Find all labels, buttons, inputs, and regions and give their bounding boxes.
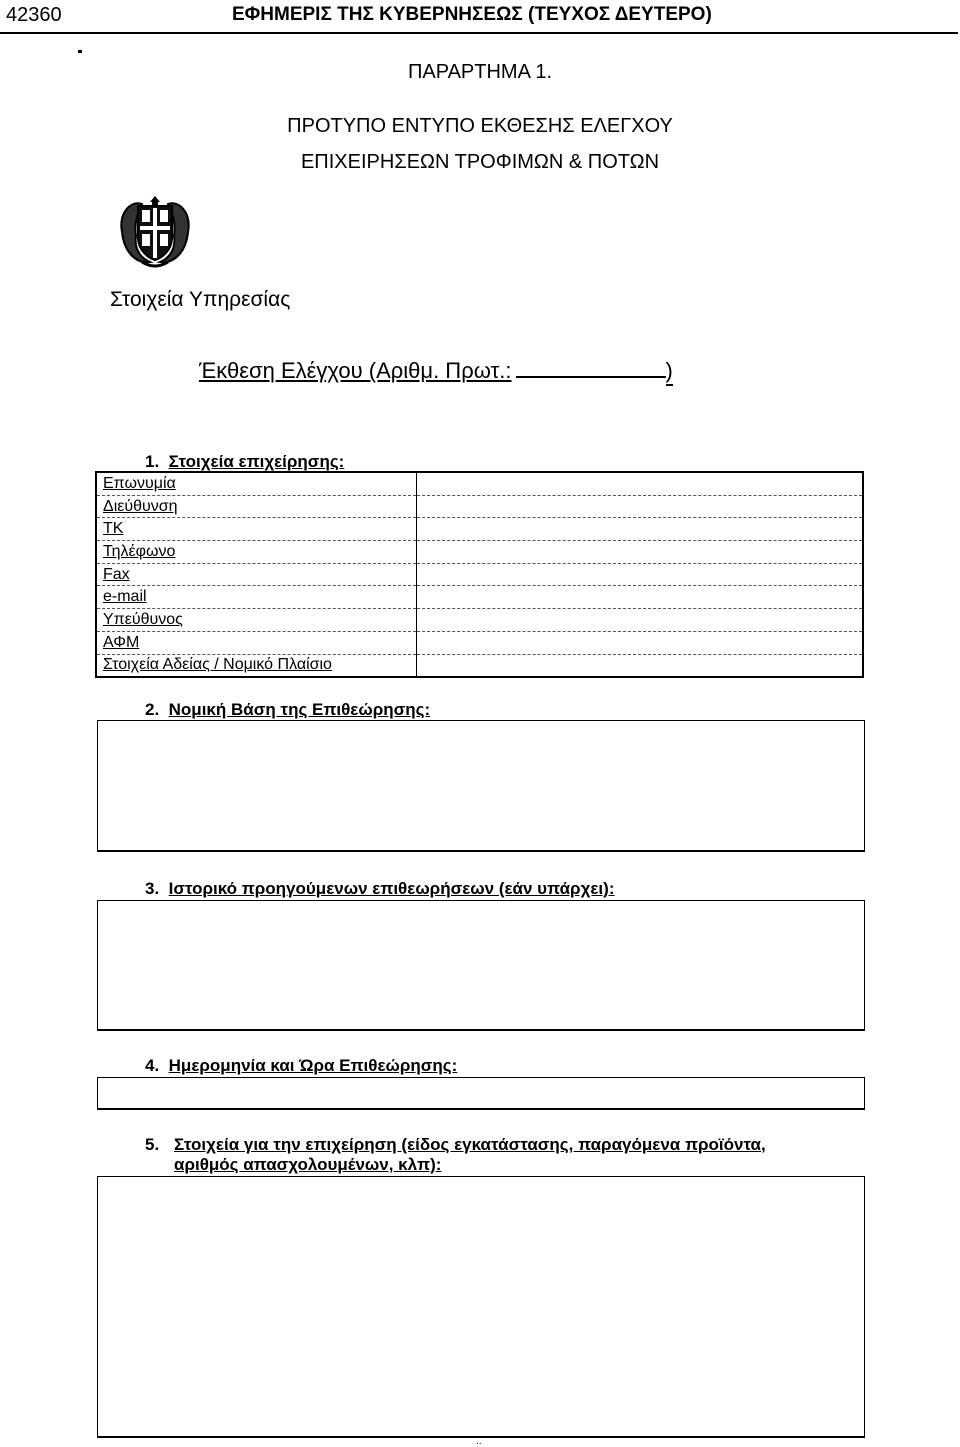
section-5-title-line2: αριθμός απασχολουμένων, κλπ): — [174, 1155, 442, 1174]
table-row — [96, 541, 863, 564]
table-row — [96, 631, 863, 654]
annex-title: ΠΑΡΑΡΤΗΜΑ 1. — [407, 61, 553, 83]
table-row — [96, 654, 863, 677]
section-1-title: Στοιχεία επιχείρησης: — [168, 452, 345, 471]
field-value[interactable] — [417, 631, 864, 654]
field-value[interactable] — [417, 586, 864, 609]
section-5-heading — [145, 1135, 865, 1175]
section-5-title-line1: Στοιχεία για την επιχείρηση (είδος εγκατάστασης, παραγόμενα προϊόντα, — [174, 1135, 766, 1154]
report-number-line — [199, 358, 673, 386]
business-info-field[interactable] — [97, 1176, 865, 1438]
coat-of-arms-icon — [112, 192, 198, 275]
table-row — [96, 495, 863, 518]
section-3-number: 3. — [145, 879, 160, 898]
field-label: Υπεύθυνος — [96, 609, 417, 632]
inspection-history-field[interactable] — [97, 900, 865, 1031]
field-label: ΤΚ — [96, 518, 417, 541]
service-details-label: Στοιχεία Υπηρεσίας — [110, 288, 291, 311]
field-label: e-mail — [96, 586, 417, 609]
field-label: ΑΦΜ — [96, 631, 417, 654]
field-label: Στοιχεία Αδείας / Νομικό Πλαίσιο — [96, 654, 417, 677]
business-details-table — [95, 471, 864, 678]
field-label: Τηλέφωνο — [96, 541, 417, 564]
page-number: 42360 — [6, 4, 62, 26]
footer-mark: .. — [476, 1436, 482, 1447]
section-2-title: Νομική Βάση της Επιθεώρησης: — [168, 700, 431, 719]
table-row — [96, 518, 863, 541]
table-row — [96, 586, 863, 609]
field-value[interactable] — [417, 609, 864, 632]
section-1-number: 1. — [145, 452, 160, 471]
section-4-number: 4. — [145, 1056, 160, 1075]
section-4-heading — [145, 1056, 457, 1076]
section-3-heading — [145, 879, 614, 899]
gazette-title: ΕΦΗΜΕΡΙΣ ΤΗΣ ΚΥΒΕΡΝΗΣΕΩΣ (ΤΕΥΧΟΣ ΔΕΥΤΕΡΟ) — [232, 4, 712, 25]
header-rule — [0, 32, 958, 34]
field-value[interactable] — [417, 518, 864, 541]
section-1-heading — [145, 452, 344, 472]
field-value[interactable] — [417, 472, 864, 495]
field-label: Διεύθυνση — [96, 495, 417, 518]
stray-mark — [78, 50, 82, 53]
field-value[interactable] — [417, 654, 864, 677]
field-value[interactable] — [417, 563, 864, 586]
section-4-title: Ημερομηνία και Ώρα Επιθεώρησης: — [168, 1056, 458, 1075]
field-label: Επωνυμία — [96, 472, 417, 495]
inspection-datetime-field[interactable] — [97, 1077, 865, 1110]
form-title-line2: ΕΠΙΧΕΙΡΗΣΕΩΝ ΤΡΟΦΙΜΩΝ & ΠΟΤΩΝ — [300, 151, 660, 173]
field-value[interactable] — [417, 495, 864, 518]
section-3-title: Ιστορικό προηγούμενων επιθεωρήσεων (εάν υπάρχει): — [168, 879, 615, 898]
section-2-heading — [145, 700, 430, 720]
table-row — [96, 472, 863, 495]
section-2-number: 2. — [145, 700, 160, 719]
section-5-number: 5. — [145, 1135, 160, 1154]
field-label: Fax — [96, 563, 417, 586]
table-row — [96, 563, 863, 586]
table-row — [96, 609, 863, 632]
protocol-number-blank[interactable] — [516, 358, 666, 378]
field-value[interactable] — [417, 541, 864, 564]
report-label: Έκθεση Ελέγχου (Αριθμ. Πρωτ.: — [199, 358, 512, 383]
report-close-paren: ) — [666, 358, 673, 386]
section-5-line1 — [145, 1135, 865, 1155]
form-title-line1: ΠΡΟΤΥΠΟ ΕΝΤΥΠΟ ΕΚΘΕΣΗΣ ΕΛΕΓΧΟΥ — [287, 115, 673, 137]
legal-basis-field[interactable] — [97, 720, 865, 852]
